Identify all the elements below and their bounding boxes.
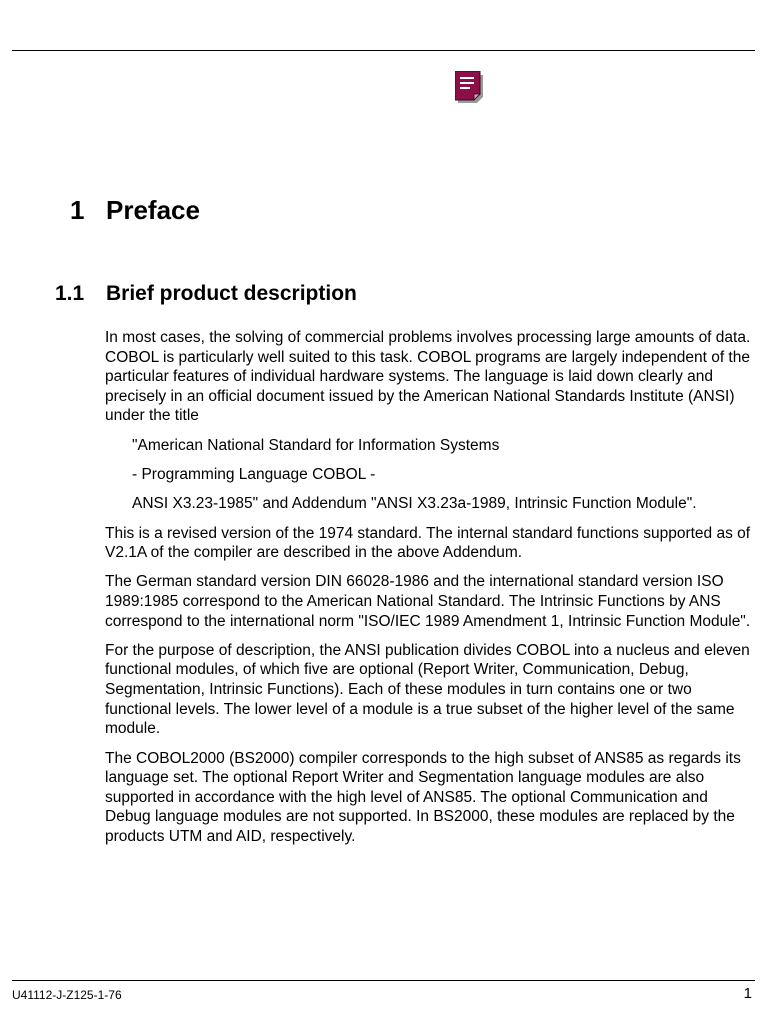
body-text: [105, 328, 755, 856]
chapter-number: 1: [70, 195, 85, 225]
chapter-title-text: Preface: [106, 195, 200, 225]
paragraph-cobol2000: The COBOL2000 (BS2000) compiler corresponds to the high subset of ANS85 as regards its language set. The optional Report Writer and Segmentation language modules are also supported in accordance with the high level of ANS85. The optional Communication and Debug language modules are not supported. In BS2000, these modules are replaced by the products UTM and AID, respectively.: [105, 749, 741, 845]
section-number: 1.1: [55, 282, 85, 305]
chapter-title: [70, 194, 200, 226]
quote-line-3: ANSI X3.23-1985" and Addendum "ANSI X3.23a-1989, Intrinsic Function Module".: [132, 495, 697, 513]
note-icon[interactable]: [455, 71, 484, 103]
header-rule: [12, 50, 755, 51]
paragraph-german-standard: The German standard version DIN 66028-1986 and the international standard version ISO 1989:1985 correspond to the American National Standard. The Intrinsic Functions by ANS correspond to the international norm "ISO/IEC 1989 Amendment 1, Intrinsic Function Module".: [105, 573, 751, 630]
page-number: 1: [743, 985, 752, 1002]
section-title: [55, 281, 357, 307]
section-title-text: Brief product description: [106, 282, 357, 305]
quote-line-1: "American National Standard for Information Systems: [132, 436, 500, 454]
paragraph-revised-version: This is a revised version of the 1974 standard. The internal standard functions supported as of V2.1A of the compiler are described in the above Addendum.: [105, 524, 751, 562]
footer-rule: [12, 980, 755, 981]
paragraph-intro: In most cases, the solving of commercial problems involves processing large amounts of data. COBOL is particularly well suited to this task. COBOL programs are largely independent of the particular features of individual hardware systems. The language is laid down clearly and precisely in an official document issued by the American National Standards Institute (ANSI) under the title: [105, 329, 751, 425]
footer-document-id: U41112-J-Z125-1-76: [12, 988, 122, 1002]
quote-line-2: - Programming Language COBOL -: [132, 465, 376, 483]
paragraph-functional-modules: For the purpose of description, the ANSI publication divides COBOL into a nucleus and eleven functional modules, of which five are optional (Report Writer, Communication, Debug, Segmentation, Intrinsic Functions). Each of these modules in turn contains one or two functional levels. The lower level of a module is a true subset of the higher level of the same module.: [105, 641, 750, 738]
